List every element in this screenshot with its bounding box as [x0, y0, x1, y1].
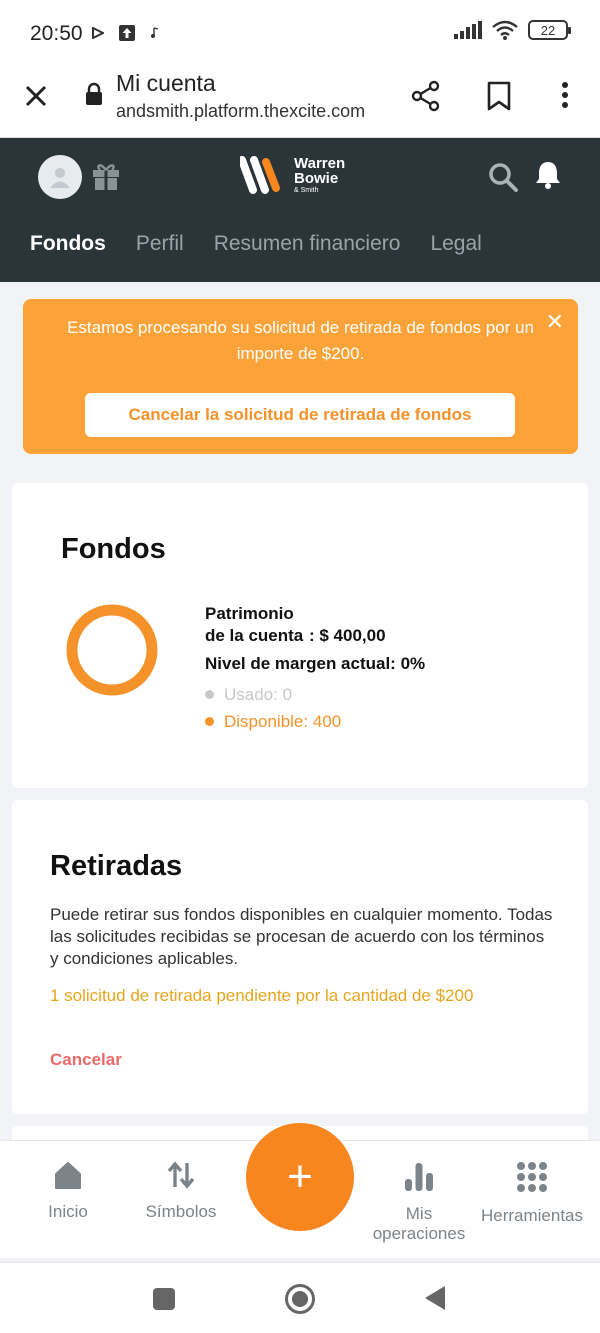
grid-icon: [516, 1161, 548, 1193]
funds-donut-chart: [65, 603, 159, 697]
search-icon[interactable]: [488, 162, 518, 192]
used-dot-icon: [205, 690, 214, 699]
close-icon[interactable]: ✕: [545, 309, 564, 334]
withdrawals-description: Puede retirar sus fondos disponibles en cualquier momento. Todas las solicitudes recibidas se procesan de acuerdo con los términos y condiciones aplicables.: [50, 905, 553, 968]
swap-icon: [166, 1161, 196, 1189]
nav-tabs: [30, 232, 482, 256]
nav-label-inicio: Inicio: [48, 1202, 88, 1221]
equity-value: : $ 400,00: [309, 626, 386, 645]
nav-item-mis-operaciones[interactable]: [362, 1161, 476, 1244]
funds-card: [12, 483, 588, 788]
home-button-icon[interactable]: [284, 1283, 316, 1315]
nav-label-mis-operaciones: Mis operaciones: [372, 1204, 466, 1243]
funds-title: Fondos: [61, 533, 166, 565]
logo-mark-icon: [240, 156, 288, 194]
brand-logo[interactable]: [240, 156, 345, 194]
new-trade-button[interactable]: +: [246, 1123, 354, 1231]
withdrawals-title: Retiradas: [50, 850, 183, 882]
home-icon: [53, 1161, 83, 1189]
funds-legend: [205, 681, 425, 735]
bookmark-icon[interactable]: [486, 80, 512, 112]
pending-withdrawal-text: 1 solicitud de retirada pendiente por la cantidad de $200: [50, 986, 474, 1005]
cancel-withdrawal-request-button[interactable]: Cancelar la solicitud de retirada de fondos: [85, 393, 515, 437]
tab-resumen-financiero[interactable]: Resumen financiero: [213, 232, 401, 255]
nav-label-herramientas: Herramientas: [480, 1206, 584, 1225]
equity-label: Patrimonio de la cuenta: [205, 604, 304, 645]
nav-item-inicio[interactable]: [36, 1161, 100, 1222]
used-label: Usado: 0: [224, 684, 293, 704]
withdrawal-alert: [23, 299, 578, 454]
tab-legal[interactable]: Legal: [430, 232, 482, 255]
app-header: [0, 138, 600, 282]
logo-line-2: Bowie: [294, 170, 339, 187]
page-title: Mi cuenta: [116, 70, 216, 96]
browser-toolbar: [0, 64, 600, 138]
upload-icon: [118, 24, 136, 42]
close-icon[interactable]: [22, 82, 50, 110]
nav-label-simbolos: Símbolos: [145, 1202, 217, 1221]
avatar[interactable]: [38, 155, 82, 199]
battery-level: 22: [540, 22, 556, 38]
logo-line-1: Warren: [294, 155, 346, 172]
available-dot-icon: [205, 717, 214, 726]
withdrawals-card: [12, 800, 588, 1114]
signal-icon: [454, 21, 482, 39]
system-nav-bar: [0, 1262, 600, 1333]
wifi-icon: [492, 20, 518, 40]
nav-item-simbolos[interactable]: [138, 1161, 224, 1222]
bar-chart-icon: [403, 1161, 435, 1191]
status-bar: [0, 0, 600, 64]
alert-message: Estamos procesando su solicitud de retirada de fondos por un importe de $200.: [67, 318, 534, 363]
url-field[interactable]: andsmith.platform.thexcite.com: [116, 101, 366, 121]
cancel-link[interactable]: Cancelar: [50, 1050, 122, 1069]
user-icon: [48, 165, 72, 189]
back-icon[interactable]: [424, 1285, 446, 1311]
nav-item-herramientas[interactable]: [472, 1161, 592, 1226]
available-label: Disponible: 400: [224, 711, 342, 731]
play-icon: [92, 27, 104, 39]
logo-line-3: & Smith: [294, 187, 319, 194]
music-icon: [150, 27, 160, 39]
battery-icon: [528, 20, 568, 40]
gift-icon[interactable]: [90, 160, 122, 192]
bell-icon[interactable]: [534, 160, 562, 190]
lock-icon: [84, 82, 104, 106]
recents-icon[interactable]: [152, 1287, 176, 1311]
share-icon[interactable]: [410, 80, 442, 112]
more-icon[interactable]: [560, 80, 570, 112]
tab-fondos[interactable]: Fondos: [30, 232, 106, 255]
status-time: 20:50: [30, 22, 83, 45]
margin-level: Nivel de margen actual: 0%: [205, 654, 426, 673]
tab-perfil[interactable]: Perfil: [135, 232, 184, 255]
